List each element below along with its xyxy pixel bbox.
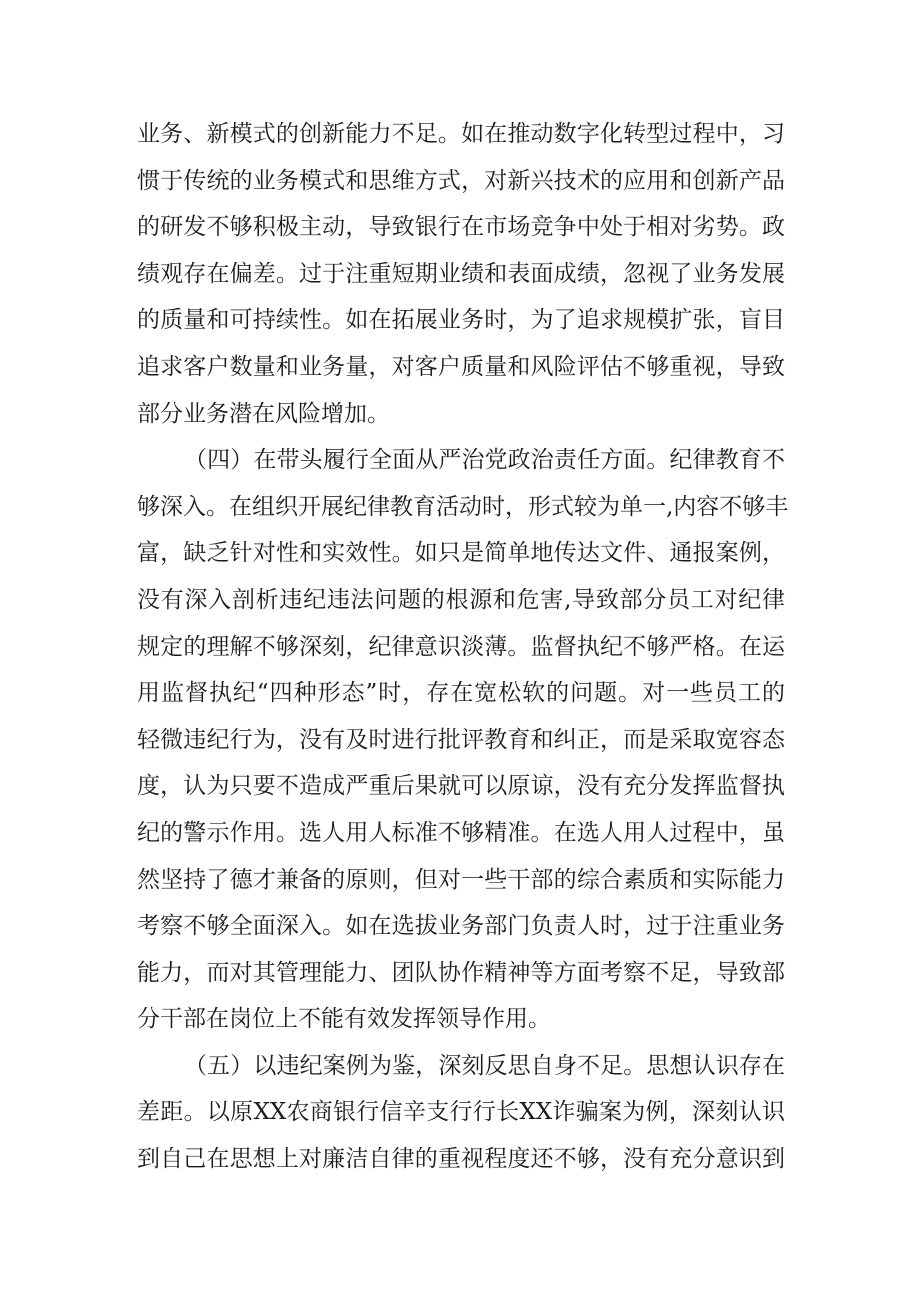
- paragraph-four: [137, 437, 789, 1043]
- text-line: 度，认为只要不造成严重后果就可以原谅，没有充分发挥监督执: [137, 773, 785, 800]
- text-line: 绩观存在偏差。过于注重短期业绩和表面成绩，忽视了业务发展: [137, 260, 785, 287]
- text-line: 用监督执纪“四种形态”时，存在宽松软的问题。对一些员工的: [137, 680, 785, 707]
- text-line: 分干部在岗位上不能有效发挥领导作用。: [137, 1006, 551, 1033]
- text-line: 够深入。在组织开展纪律教育活动时，形式较为单一,内容不够丰: [137, 493, 789, 520]
- text-line: 差距。以原XX农商银行信辛支行行长XX诈骗案为例，深刻认识: [137, 1099, 785, 1126]
- paragraph-five: [137, 1043, 785, 1183]
- text-line: 轻微违纪行为，没有及时进行批评教育和纠正，而是采取宽容态: [137, 726, 785, 753]
- text-line: 规定的理解不够深刻，纪律意识淡薄。监督执纪不够严格。在运: [137, 633, 785, 660]
- text-line: 的研发不够积极主动，导致银行在市场竞争中处于相对劣势。政: [137, 214, 785, 241]
- text-line: 部分业务潜在风险增加。: [137, 400, 390, 427]
- text-line: 能力，而对其管理能力、团队协作精神等方面考察不足，导致部: [137, 959, 785, 986]
- text-line: 没有深入剖析违纪违法问题的根源和危害,导致部分员工对纪律: [137, 586, 785, 613]
- paragraph-heading-line: （四）在带头履行全面从严治党政治责任方面。纪律教育不: [184, 447, 785, 474]
- text-line: 惯于传统的业务模式和思维方式，对新兴技术的应用和创新产品: [137, 167, 785, 194]
- text-line: 富，缺乏针对性和实效性。如只是简单地传达文件、通报案例，: [137, 540, 785, 567]
- text-line: 的质量和可持续性。如在拓展业务时，为了追求规模扩张，盲目: [137, 307, 785, 334]
- text-line: 考察不够全面深入。如在选拔业务部门负责人时，过于注重业务: [137, 913, 785, 940]
- paragraph-heading-line: （五）以违纪案例为鉴，深刻反思自身不足。思想认识存在: [184, 1052, 785, 1079]
- paragraph-continuation: [137, 111, 785, 437]
- text-line: 然坚持了德才兼备的原则，但对一些干部的综合素质和实际能力: [137, 866, 785, 893]
- text-line: 业务、新模式的创新能力不足。如在推动数字化转型过程中，习: [137, 121, 785, 147]
- document-body: [137, 111, 789, 1183]
- text-line: 纪的警示作用。选人用人标准不够精准。在选人用人过程中，虽: [137, 819, 785, 846]
- text-line: 到自己在思想上对廉洁自律的重视程度还不够，没有充分意识到: [137, 1146, 785, 1173]
- text-line: 追求客户数量和业务量，对客户质量和风险评估不够重视，导致: [137, 353, 785, 380]
